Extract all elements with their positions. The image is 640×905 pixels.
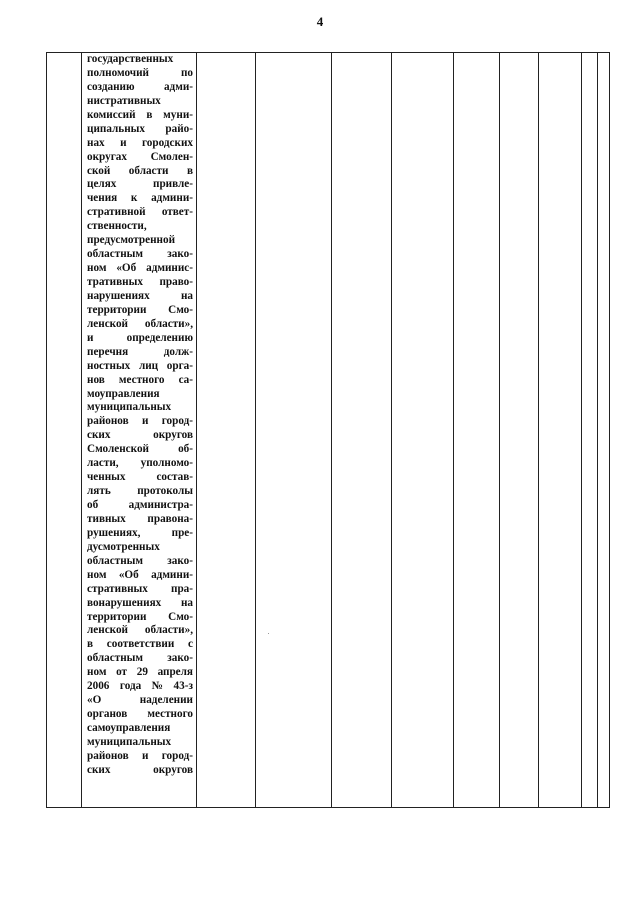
text-line — [87, 374, 193, 388]
word: перечня — [87, 345, 129, 358]
text-line — [87, 750, 193, 764]
word: админи- — [151, 192, 193, 205]
word: лять — [87, 485, 111, 498]
text-line — [87, 457, 193, 471]
word: долж- — [163, 345, 193, 358]
word: апреля — [157, 666, 193, 679]
word: и — [141, 415, 149, 428]
word: с — [188, 638, 193, 651]
text-line — [87, 764, 193, 778]
column-divider — [255, 53, 256, 807]
column-divider — [538, 53, 539, 807]
text-line — [87, 248, 193, 262]
text-line — [87, 597, 193, 611]
word: ских — [87, 429, 111, 442]
word: орга- — [166, 359, 193, 372]
text-line — [87, 569, 193, 583]
word: области», — [144, 317, 193, 330]
word: админи- — [151, 568, 193, 581]
word: Смо- — [168, 610, 193, 623]
word: чения — [87, 192, 118, 205]
word: наделении — [139, 694, 193, 707]
word: № — [151, 680, 164, 693]
text-line — [87, 611, 193, 625]
word: самоуправления — [87, 722, 171, 734]
text-line — [87, 527, 193, 541]
word: муниципальных — [87, 401, 172, 414]
scan-speck — [268, 633, 269, 634]
word: зако- — [167, 248, 193, 261]
word: адми- — [163, 80, 193, 93]
word: 2006 — [87, 680, 110, 693]
word: целях — [87, 178, 117, 191]
text-line — [87, 67, 193, 81]
word: комиссий — [87, 108, 136, 121]
word: зако- — [167, 554, 193, 567]
word: протоколы — [137, 485, 193, 498]
text-line — [87, 165, 193, 179]
word: нах — [87, 136, 105, 149]
text-line — [87, 109, 193, 123]
text-line — [87, 429, 193, 443]
text-line — [87, 666, 193, 680]
word: тративных — [87, 276, 143, 288]
word: об- — [178, 443, 193, 456]
word: Смолен- — [150, 150, 193, 163]
column-divider — [597, 53, 598, 807]
text-line — [87, 234, 193, 248]
text-line — [87, 401, 193, 415]
word: в — [146, 108, 153, 121]
text-line — [87, 443, 193, 457]
text-line — [87, 388, 193, 402]
word: моуправления — [87, 387, 160, 400]
text-line — [87, 304, 193, 318]
word: года — [119, 680, 142, 693]
word: админис- — [146, 262, 193, 275]
word: правона- — [147, 512, 193, 525]
word: муниципальных — [87, 735, 172, 748]
word: ленской — [87, 317, 128, 330]
word: «О — [87, 694, 102, 707]
word: от — [116, 666, 128, 679]
text-line — [87, 638, 193, 652]
word: «Об — [116, 262, 137, 275]
text-line — [87, 81, 193, 95]
word: Смо- — [168, 303, 193, 316]
word: районов — [87, 415, 129, 428]
word: округов — [153, 429, 193, 442]
text-line — [87, 694, 193, 708]
column-divider — [81, 53, 82, 807]
word: предусмотренной — [87, 234, 176, 247]
word: зако- — [167, 652, 193, 665]
word: райо- — [165, 122, 193, 135]
text-line — [87, 137, 193, 151]
text-line — [87, 555, 193, 569]
text-line — [87, 95, 193, 109]
text-line — [87, 583, 193, 597]
word: состав- — [156, 471, 193, 484]
word: ном — [87, 262, 107, 275]
word: области — [128, 164, 169, 177]
word: ном — [87, 666, 107, 679]
word: 29 — [136, 666, 148, 679]
text-line — [87, 332, 193, 346]
text-line — [87, 276, 193, 290]
word: ственности, — [87, 220, 147, 233]
word: округах — [87, 150, 127, 163]
column-divider — [391, 53, 392, 807]
text-line — [87, 485, 193, 499]
word: ской — [87, 164, 111, 177]
text-line — [87, 499, 193, 513]
word: город- — [161, 415, 193, 428]
text-line — [87, 262, 193, 276]
text-line — [87, 290, 193, 304]
word: 43-з — [173, 680, 193, 693]
word: ципальных — [87, 122, 145, 135]
word: и — [141, 749, 149, 762]
text-line — [87, 513, 193, 527]
table-cell-description — [87, 53, 193, 778]
word: в — [87, 638, 94, 651]
word: ласти, — [87, 457, 119, 470]
word: стративных — [87, 582, 148, 595]
word: уполномо- — [140, 457, 193, 470]
word: нарушениях — [87, 289, 150, 302]
word: право- — [159, 276, 193, 288]
text-line — [87, 652, 193, 666]
text-line — [87, 151, 193, 165]
word: созданию — [87, 80, 135, 93]
word: государственных — [87, 53, 174, 65]
word: город- — [161, 749, 193, 762]
text-line — [87, 192, 193, 206]
word: администра- — [128, 499, 193, 511]
word: областным — [87, 652, 144, 665]
text-line — [87, 178, 193, 192]
text-line — [87, 318, 193, 332]
word: городских — [142, 136, 193, 149]
word: пра- — [171, 582, 193, 595]
text-line — [87, 220, 193, 234]
text-line — [87, 346, 193, 360]
word: Смоленской — [87, 443, 149, 456]
word: рушениях, — [87, 526, 141, 539]
word: дусмотренных — [87, 540, 160, 553]
word: ностных — [87, 359, 131, 372]
word: «Об — [118, 568, 139, 581]
word: территории — [87, 610, 147, 623]
column-divider — [453, 53, 454, 807]
text-line — [87, 624, 193, 638]
column-divider — [499, 53, 500, 807]
column-divider — [581, 53, 582, 807]
text-line — [87, 360, 193, 374]
text-line — [87, 722, 193, 736]
text-line — [87, 471, 193, 485]
word: тивных — [87, 512, 126, 525]
text-line — [87, 708, 193, 722]
word: районов — [87, 749, 129, 762]
word: вонарушениях — [87, 596, 162, 609]
word: по — [180, 66, 193, 79]
word: ченных — [87, 471, 126, 484]
word: са- — [178, 373, 193, 386]
word: определению — [126, 331, 193, 344]
word: нов — [87, 373, 105, 386]
word: органов — [87, 708, 128, 721]
word: местного — [118, 373, 165, 386]
text-line — [87, 206, 193, 220]
word: лиц — [138, 359, 159, 372]
text-line — [87, 53, 193, 67]
page-number: 4 — [316, 14, 324, 29]
word: округов — [153, 763, 193, 776]
word: нистративных — [87, 94, 161, 107]
word: области», — [144, 624, 193, 637]
text-line — [87, 541, 193, 555]
word: местного — [147, 708, 193, 721]
text-line — [87, 415, 193, 429]
word: пре- — [171, 526, 193, 539]
word: областным — [87, 554, 144, 567]
word: к — [130, 192, 138, 205]
word: на — [180, 289, 193, 302]
word: и — [87, 331, 94, 344]
word: привле- — [153, 178, 193, 191]
word: полномочий — [87, 66, 149, 79]
word: стративной — [87, 206, 146, 219]
word: в — [186, 164, 193, 177]
word: территории — [87, 303, 147, 316]
word: об — [87, 499, 99, 511]
text-line — [87, 736, 193, 750]
word: ответ- — [161, 206, 193, 219]
word: ленской — [87, 624, 128, 637]
word: на — [180, 596, 193, 609]
column-divider — [331, 53, 332, 807]
word: областным — [87, 248, 144, 261]
word: муни- — [163, 108, 193, 121]
column-divider — [196, 53, 197, 807]
word: ских — [87, 763, 111, 776]
text-line — [87, 123, 193, 137]
word: ном — [87, 568, 107, 581]
text-line — [87, 680, 193, 694]
word: соответствии — [106, 638, 175, 651]
word: и — [120, 136, 127, 149]
